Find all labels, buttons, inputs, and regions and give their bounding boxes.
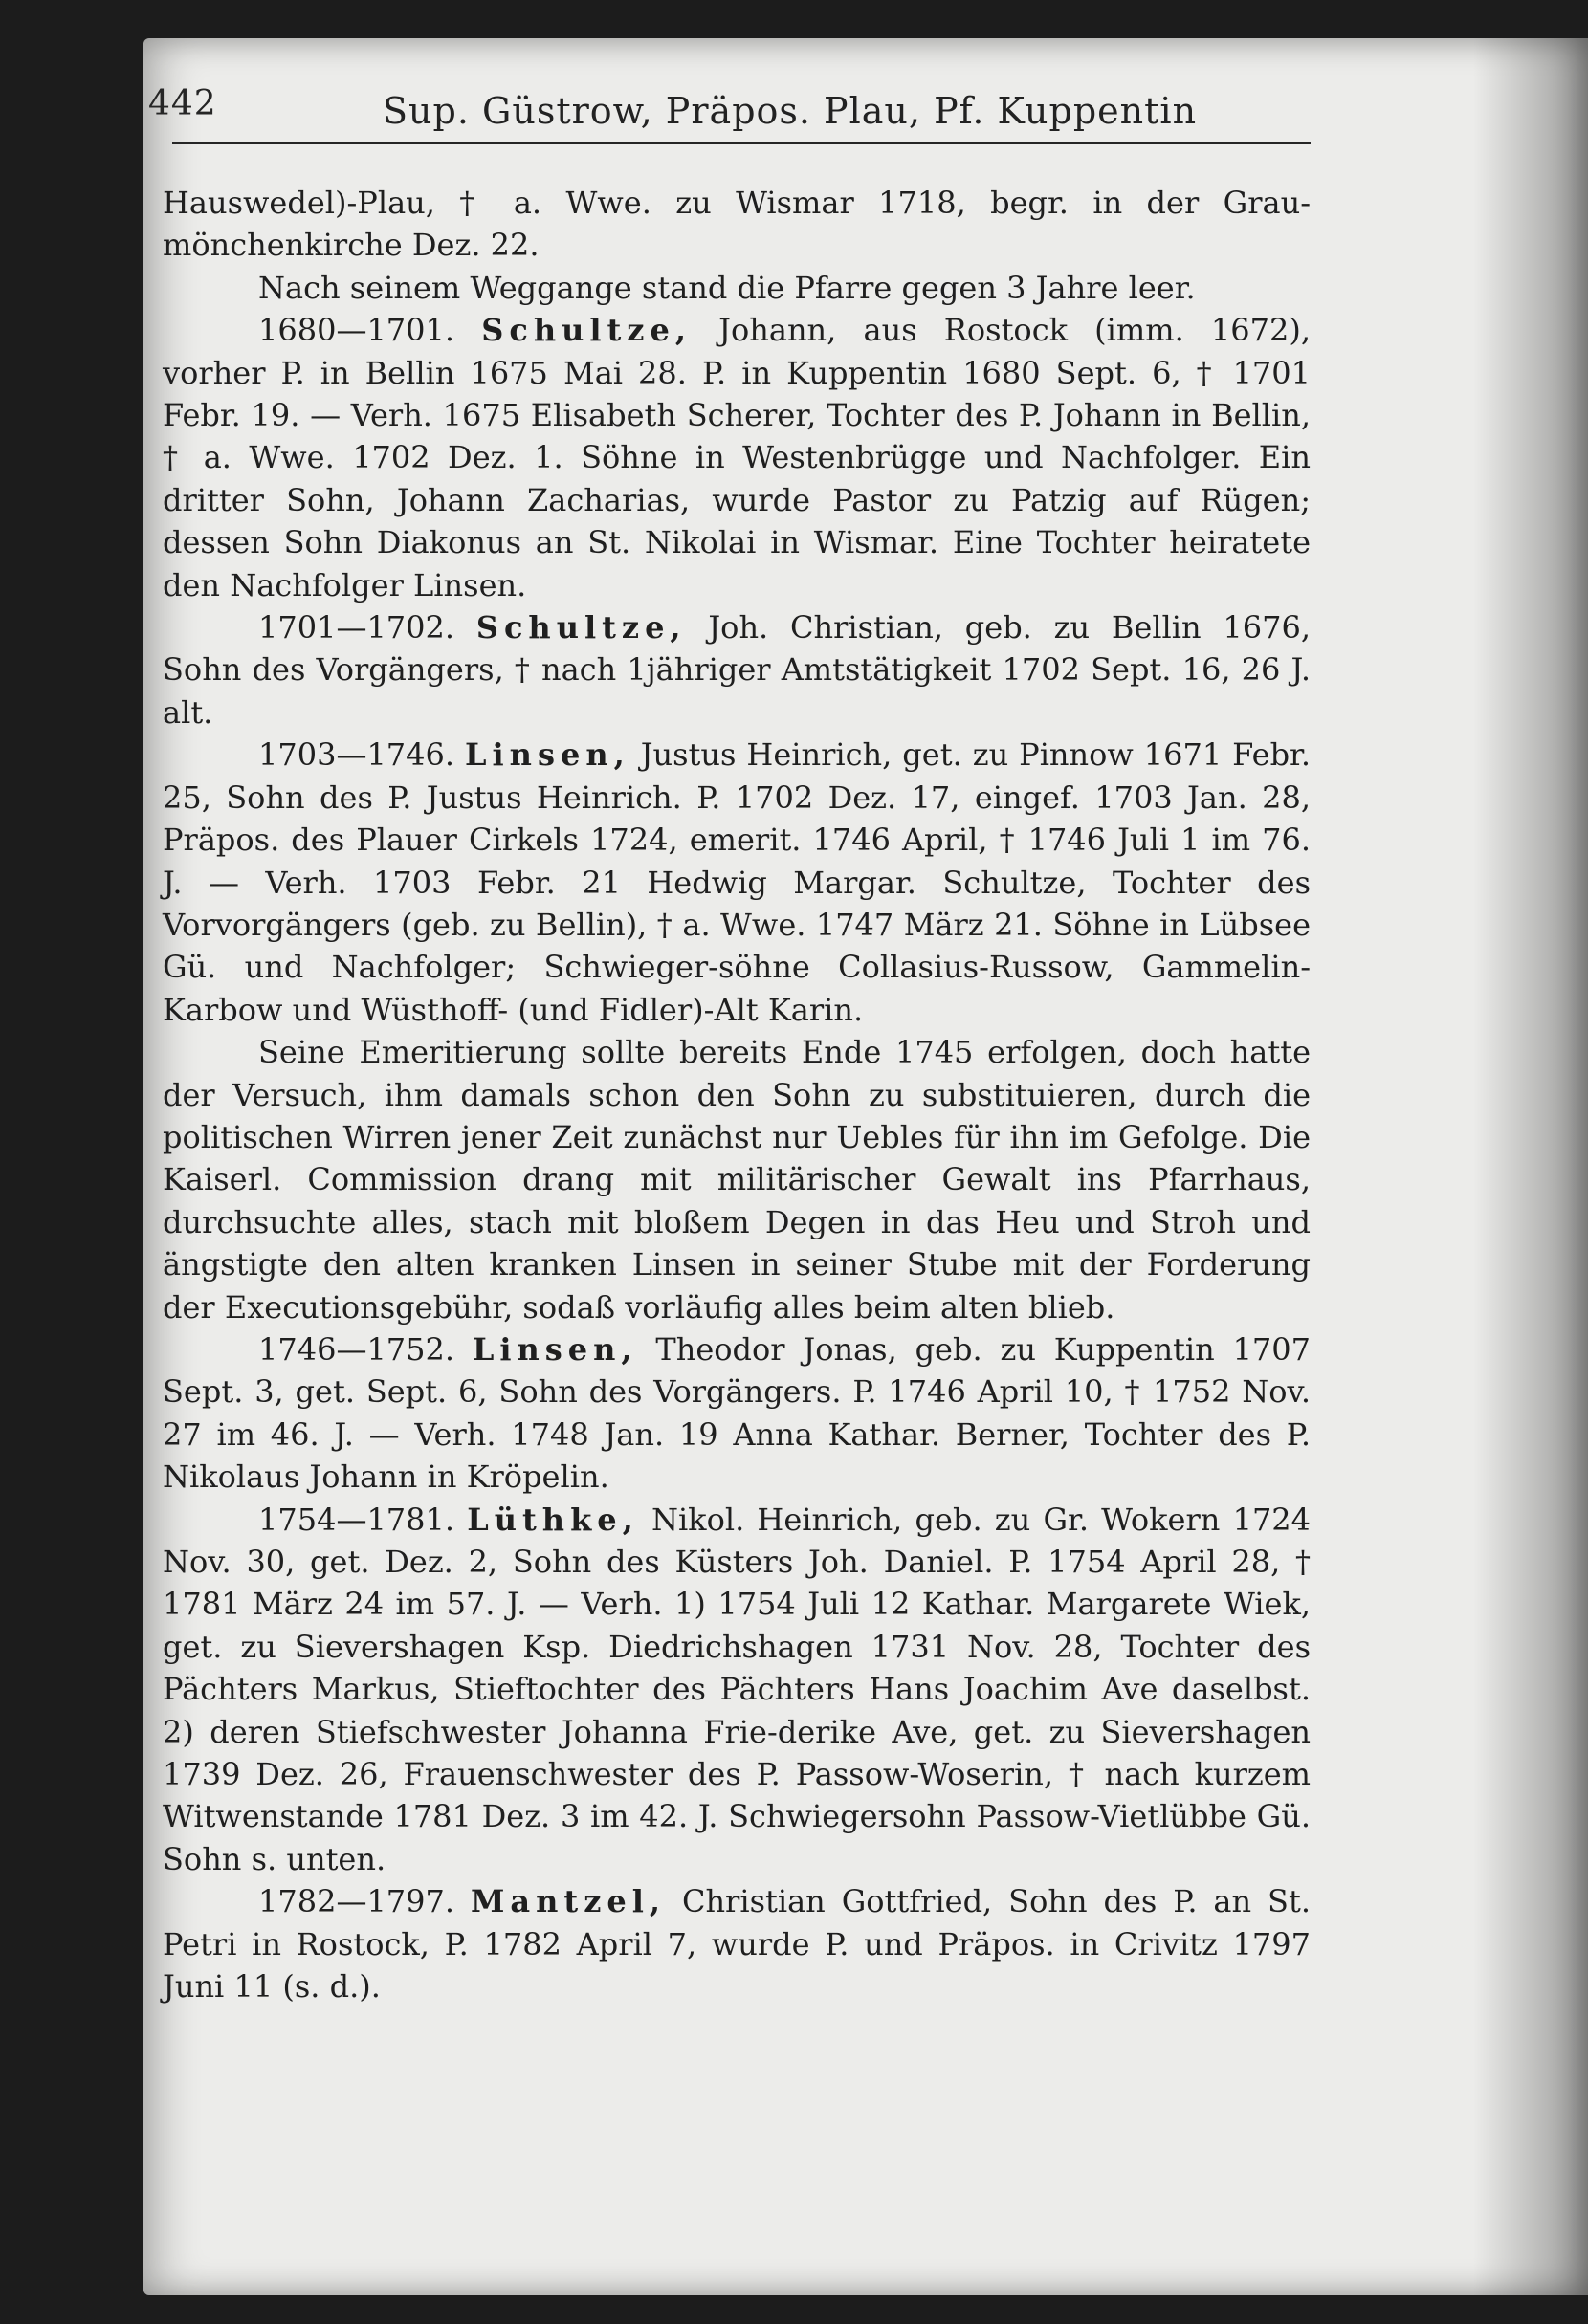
entry-years: 1703—1746. — [258, 736, 455, 774]
entry-mantzel — [163, 1880, 1311, 2007]
paragraph-text: Seine Emeritierung sollte bereits Ende 1745 erfolgen, doch hatte der Versuch, ihm damals schon den Sohn zu substituieren, durch die politischen Wirren jener Zeit zunächst nur Uebles für ihn im Gefolge. Die Kaiserl. Commission drang mit militärischer Gewalt ins Pfarrhaus, durchsuchte alles, stach mit bloßem Degen in das Heu und Stroh und ängstigte den alten kranken Linsen in seiner Stube mit der Forderung der Executionsgebühr, sodaß vorläufig alles beim alten blieb. — [163, 1034, 1311, 1326]
entry-years: 1701—1702. — [258, 609, 455, 647]
entry-surname: Linsen, — [465, 736, 630, 774]
entry-text: Theodor Jonas, geb. zu Kuppentin 1707 Sept. 3, get. Sept. 6, Sohn des Vorgängers. P. 1746 April 10, † 1752 Nov. 27 im 46. J. — Verh. 1748 Jan. 19 Anna Kathar. Berner, Tochter des P. Nikolaus Johann in Kröpelin. — [163, 1330, 1312, 1496]
paragraph-emeritierung — [163, 1031, 1311, 1328]
entry-text: Joh. Christian, geb. zu Bellin 1676, Sohn des Vorgängers, † nach 1jähriger Amtstätigkeit 1702 Sept. 16, 26 J. alt. — [163, 609, 1312, 731]
entry-surname: Linsen, — [472, 1330, 638, 1368]
entry-schultze-christian — [163, 606, 1311, 734]
entry-surname: Lüthke, — [467, 1501, 639, 1538]
paragraph-text: Hauswedel)-Plau, † a. Wwe. zu Wismar 1718, begr. in der Grau-mönchenkirche Dez. 22. — [163, 185, 1311, 264]
entry-surname: Schultze, — [481, 312, 692, 349]
entry-years: 1782—1797. — [258, 1883, 455, 1920]
page-number: 442 — [148, 84, 217, 123]
entry-schultze-johann — [163, 309, 1311, 606]
entry-years: 1680—1701. — [258, 312, 455, 349]
running-title: Sup. Güstrow, Präpos. Plau, Pf. Kuppentin — [383, 90, 1198, 132]
entry-linsen-justus — [163, 734, 1311, 1031]
paragraph-2 — [163, 267, 1311, 309]
entry-surname: Schultze, — [475, 609, 687, 647]
entry-surname: Mantzel, — [470, 1883, 667, 1920]
entry-luethke — [163, 1499, 1311, 1881]
entry-text: Justus Heinrich, get. zu Pinnow 1671 Febr. 25, Sohn des P. Justus Heinrich. P. 1702 Dez. 17, eingef. 1703 Jan. 28, Präpos. des Plauer Cirkels 1724, emerit. 1746 April, † 1746 Juli 1 im 76. J. — Verh. 1703 Febr. 21 Hedwig Margar. Schultze, Tochter des Vorvorgängers (geb. zu Bellin), † a. Wwe. 1747 März 21. Söhne in Lübsee Gü. und Nachfolger; Schwieger-söhne Collasius-Russow, Gammelin-Karbow und Wüsthoff- (und Fidler)-Alt Karin. — [163, 736, 1311, 1028]
entry-linsen-theodor — [163, 1328, 1311, 1499]
entry-years: 1754—1781. — [258, 1501, 455, 1538]
paragraph-text: Nach seinem Weggange stand die Pfarre gegen 3 Jahre leer. — [258, 269, 1196, 306]
entry-text: Christian Gottfried, Sohn des P. an St. Petri in Rostock, P. 1782 April 7, wurde P. und Präpos. in Crivitz 1797 Juni 11 (s. d.). — [163, 1883, 1312, 2006]
page-edge-shadow — [1473, 38, 1588, 2295]
paragraph-1 — [163, 182, 1311, 267]
body-text — [163, 182, 1311, 2007]
entry-years: 1746—1752. — [258, 1330, 455, 1368]
entry-text: Johann, aus Rostock (imm. 1672), vorher P. in Bellin 1675 Mai 28. P. in Kuppentin 1680 Sept. 6, † 1701 Febr. 19. — Verh. 1675 Elisabeth Scherer, Tochter des P. Johann in Bellin, † a. Wwe. 1702 Dez. 1. Söhne in Westenbrügge und Nachfolger. Ein dritter Sohn, Johann Zacharias, wurde Pastor zu Patzig auf Rügen; dessen Sohn Diakonus an St. Nikolai in Wismar. Eine Tochter heiratete den Nachfolger Linsen. — [163, 312, 1312, 603]
entry-text: Nikol. Heinrich, geb. zu Gr. Wokern 1724 Nov. 30, get. Dez. 2, Sohn des Küsters Joh. Daniel. P. 1754 April 28, † 1781 März 24 im 57. J. — Verh. 1) 1754 Juli 12 Kathar. Margarete Wiek, get. zu Sievershagen Ksp. Diedrichshagen 1731 Nov. 28, Tochter des Pächters Markus, Stieftochter des Pächters Hans Joachim Ave daselbst. 2) deren Stiefschwester Johanna Frie-derike Ave, get. zu Sievershagen 1739 Dez. 26, Frauenschwester des P. Passow-Woserin, † nach kurzem Witwenstande 1781 Dez. 3 im 42. J. Schwiegersohn Passow-Vietlübbe Gü. Sohn s. unten. — [163, 1501, 1312, 1877]
